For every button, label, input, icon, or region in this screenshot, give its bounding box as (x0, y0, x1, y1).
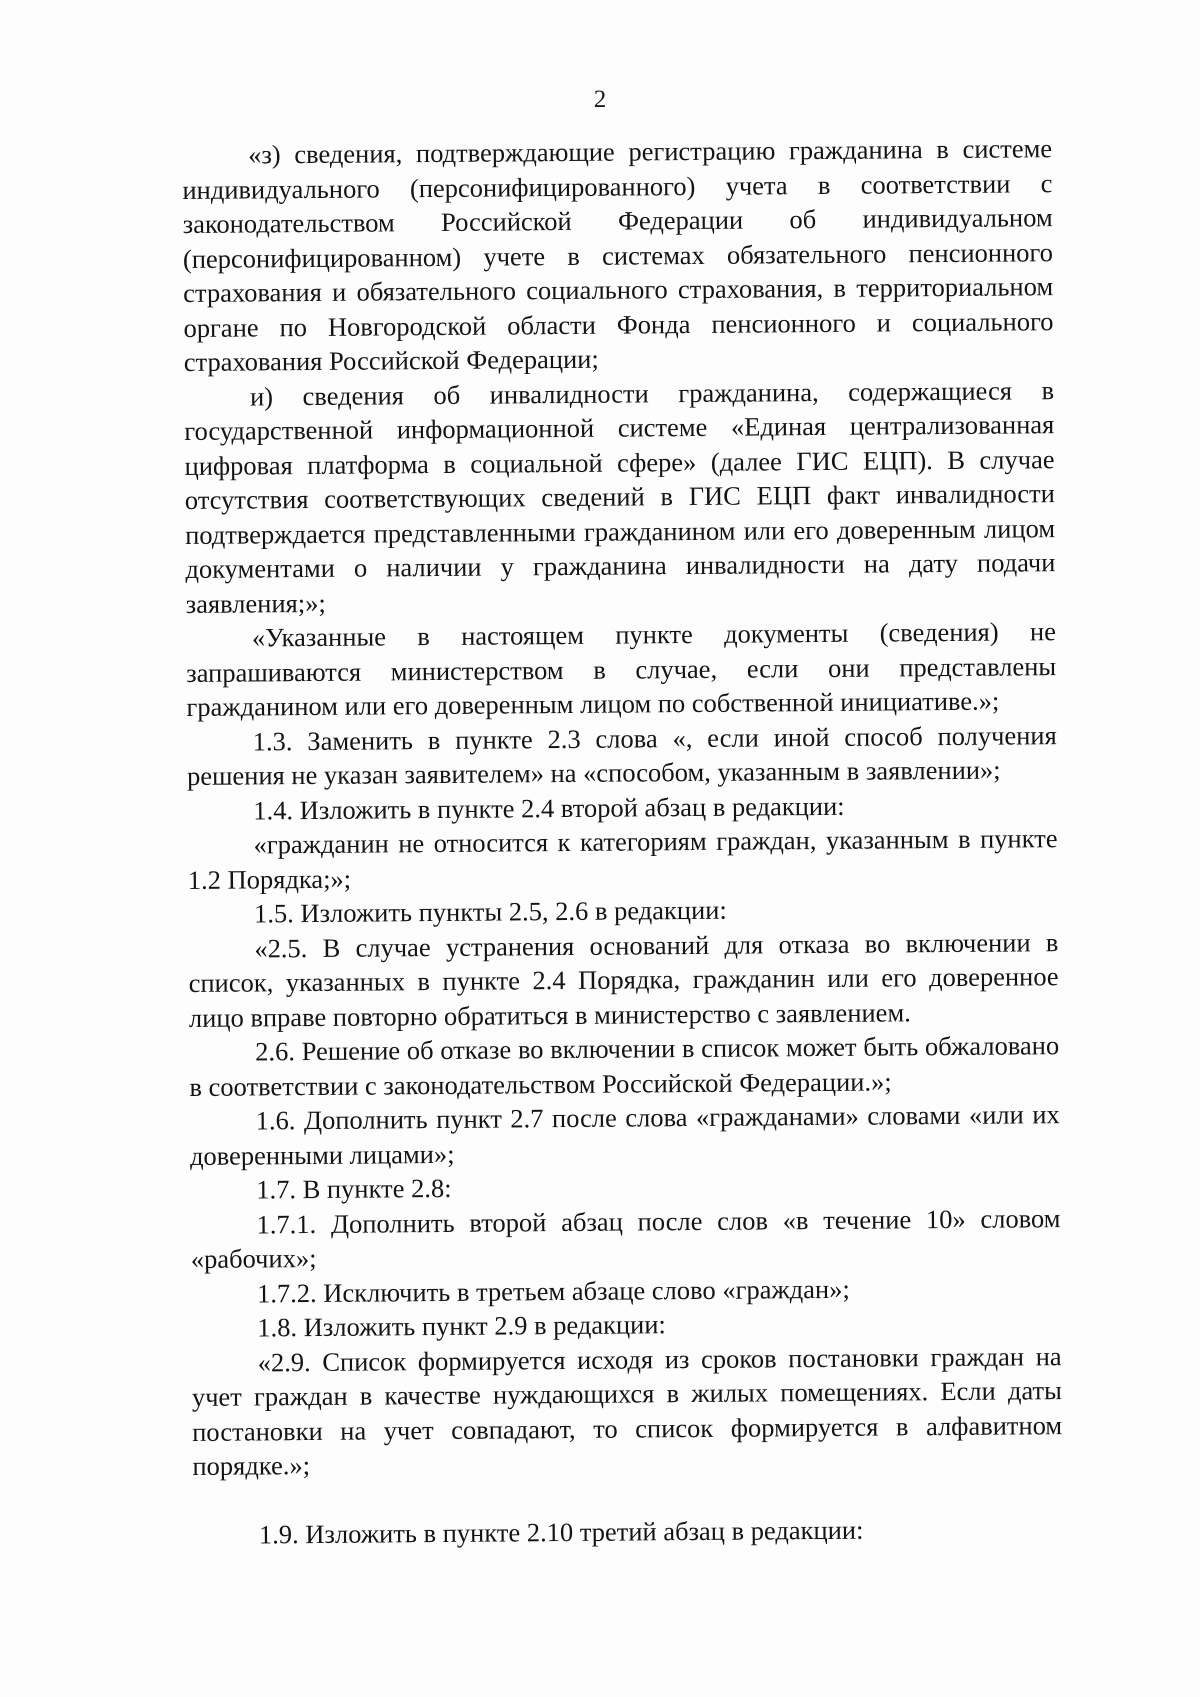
paragraph-2-9: «2.9. Список формируется исходя из сроков постановки граждан на учет граждан в качестве нуждающихся в жилых помещениях. Если даты постановки на учет совпадают, то список формируется в алфавитном порядке.»; (191, 1340, 1063, 1481)
paragraph-1-7-2: 1.7.2. Исключить в третьем абзаце слово «граждан»; (256, 1273, 850, 1308)
paragraph-2-6: 2.6. Решение об отказе во включении в список может быть обжаловано в соответствии с законодательством Российской Федерации.»; (189, 1030, 1060, 1102)
paragraph-2-5: «2.5. В случае устранения оснований для отказа во включении в список, указанных в пункте 2.4 Порядка, гражданин или его доверенное лицо вправе повторно обратиться в министерство с заявлением. (188, 926, 1059, 1033)
paragraph-1-6: 1.6. Дополнить пункт 2.7 после слова «гражданами» словами «или их доверенными лицами»; (189, 1099, 1060, 1171)
paragraph-1-7-1: 1.7.1. Дополнить второй абзац после слов «в течение 10» словом «рабочих»; (190, 1202, 1061, 1274)
paragraph-1-4: 1.4. Изложить в пункте 2.4 второй абзац в редакции: (253, 790, 845, 825)
paragraph-1-7: 1.7. В пункте 2.8: (256, 1172, 452, 1205)
document-body (182, 131, 1063, 1552)
paragraph-1-3: 1.3. Заменить в пункте 2.3 слова «, если иной способ получения решения не указан заявителем» на «способом, указанным в заявлении»; (186, 719, 1057, 791)
paragraph-i-disability: и) сведения об инвалидности гражданина, содержащиеся в государственной информационной системе «Единая централизованная цифровая платформа в социальной сфере» (далее ГИС ЕЦП). В случае отсутствия соответствующих сведений в ГИС ЕЦП факт инвалидности подтверждается представленными гражданином или его доверенным лицом документами о наличии у гражданина инвалидности на дату подачи заявления;»; (184, 374, 1056, 619)
page-number: 2 (593, 86, 607, 113)
paragraph-1-5: 1.5. Изложить пункты 2.5, 2.6 в редакции: (253, 894, 727, 929)
paragraph-documents-not-requested: «Указанные в настоящем пункте документы (сведения) не запрашиваются министерством в случае, если они представлены гражданином или его доверенным лицом по собственной инициативе.»; (186, 616, 1057, 722)
paragraph-1-9: 1.9. Изложить в пункте 2.10 третий абзац в редакции: (258, 1514, 864, 1549)
paragraph-1-8: 1.8. Изложить пункт 2.9 в редакции: (257, 1309, 666, 1343)
paragraph-1-4-text: «гражданин не относится к категориям граждан, указанным в пункте 1.2 Порядка;»; (187, 823, 1058, 895)
paragraph-z-registration: «з) сведения, подтверждающие регистрацию гражданина в системе индивидуального (персонифицированного) учета в соответствии с законодательством Российской Федерации об индивидуальном (персонифицированном) учете в системах обязательного пенсионного страхования и обязательного социального страхования, в территориальном органе по Новгородской области Фонда пенсионного и социального страхования Российской Федерации; (182, 133, 1054, 377)
